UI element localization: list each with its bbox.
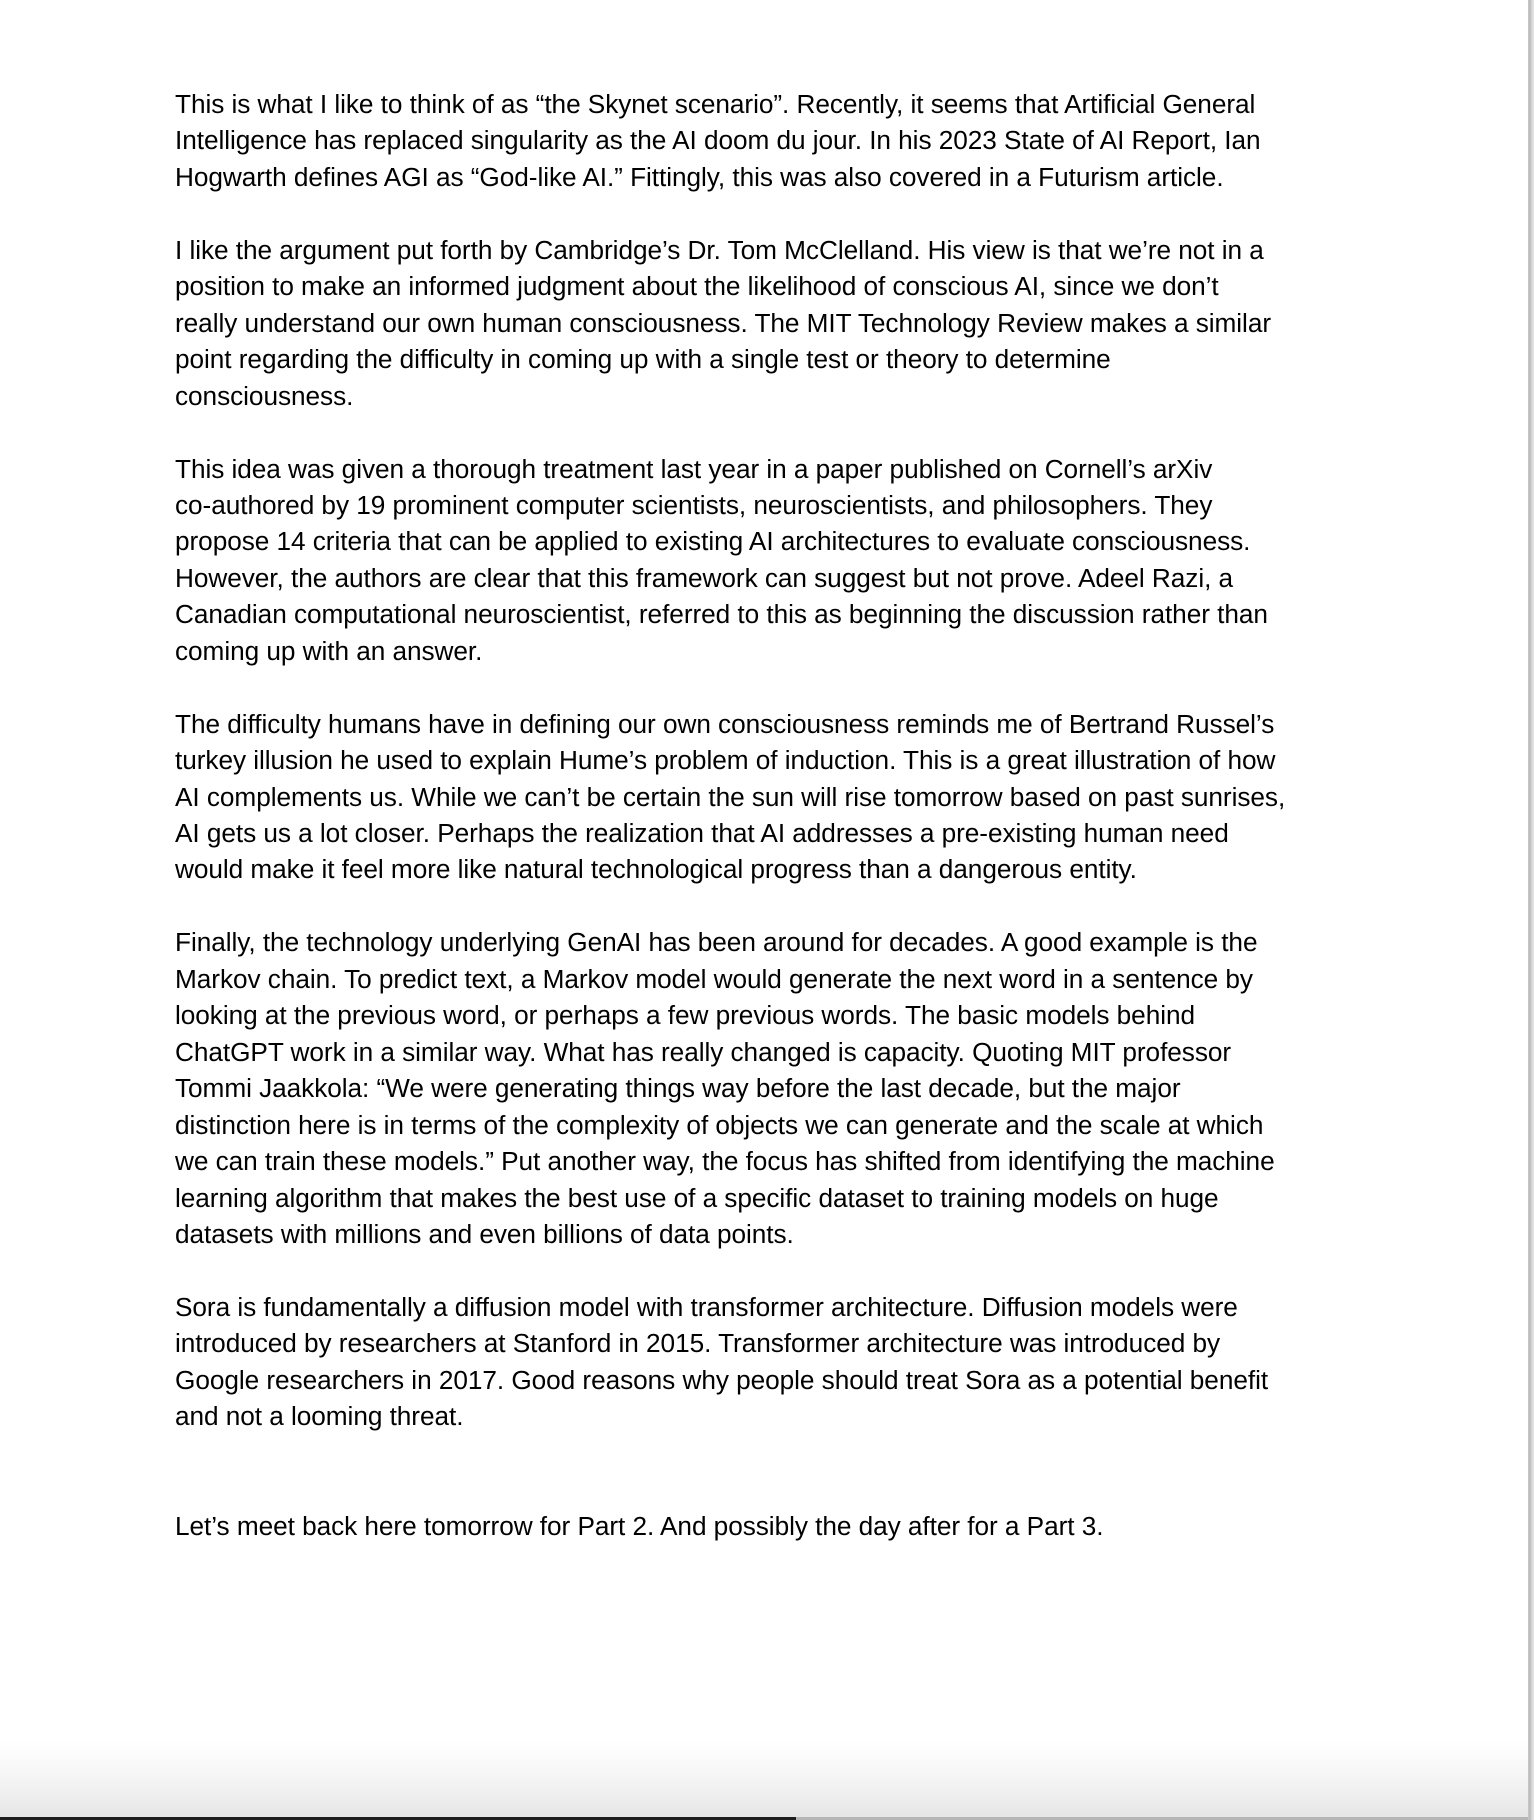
paragraph-arxiv: [175, 451, 1375, 670]
text-line: turkey illusion he used to explain Hume’s problem of induction. This is a great illustration of how: [175, 745, 1276, 776]
text-line: Finally, the technology underlying GenAI has been around for decades. A good example is the: [175, 927, 1258, 958]
text-line: datasets with millions and even billions of data points.: [175, 1218, 794, 1249]
text-line: The difficulty humans have in defining our own consciousness reminds me of Bertrand Russel’s: [175, 708, 1275, 739]
paragraph-markov: [175, 924, 1375, 1252]
text-line: coming up with an answer.: [175, 635, 483, 666]
text-line: This idea was given a thorough treatment last year in a paper published on Cornell’s arXiv: [175, 453, 1213, 484]
text-line: position to make an informed judgment about the likelihood of conscious AI, since we don’t: [175, 271, 1219, 302]
paragraph-induction: [175, 706, 1375, 888]
text-line: really understand our own human consciousness. The MIT Technology Review makes a similar: [175, 307, 1272, 338]
text-line: AI complements us. While we can’t be certain the sun will rise tomorrow based on past sunrises,: [175, 781, 1286, 812]
text-line: propose 14 criteria that can be applied to existing AI architectures to evaluate consciousness.: [175, 526, 1251, 557]
text-line: consciousness.: [175, 380, 354, 411]
text-line: Canadian computational neuroscientist, referred to this as beginning the discussion rather than: [175, 599, 1268, 630]
text-line: co-authored by 19 prominent computer scientists, neuroscientists, and philosophers. They: [175, 489, 1213, 520]
text-line: point regarding the difficulty in coming up with a single test or theory to determine: [175, 344, 1111, 375]
text-line: distinction here is in terms of the complexity of objects we can generate and the scale at which: [175, 1109, 1264, 1140]
text-line: introduced by researchers at Stanford in 2015. Transformer architecture was introduced by: [175, 1328, 1221, 1359]
paragraph-mcclelland: [175, 232, 1375, 414]
text-line: Intelligence has replaced singularity as the AI doom du jour. In his 2023 State of AI Report, Ian: [175, 125, 1261, 156]
text-line: Tommi Jaakkola: “We were generating things way before the last decade, but the major: [175, 1073, 1181, 1104]
text-line: we can train these models.” Put another way, the focus has shifted from identifying the machine: [175, 1146, 1275, 1177]
page-right-edge: [1528, 0, 1534, 1820]
document-body: [175, 86, 1375, 1580]
text-line: ChatGPT work in a similar way. What has really changed is capacity. Quoting MIT professor: [175, 1036, 1232, 1067]
text-line: I like the argument put forth by Cambridge’s Dr. Tom McClelland. His view is that we’re not in a: [175, 234, 1264, 265]
text-line: Hogwarth defines AGI as “God-like AI.” Fittingly, this was also covered in a Futurism article.: [175, 161, 1224, 192]
text-line: Google researchers in 2017. Good reasons why people should treat Sora as a potential benefit: [175, 1364, 1269, 1395]
paragraph-closing: [175, 1508, 1375, 1544]
paragraph-skynet: [175, 86, 1375, 195]
text-line: learning algorithm that makes the best use of a specific dataset to training models on huge: [175, 1182, 1219, 1213]
text-line: Markov chain. To predict text, a Markov model would generate the next word in a sentence by: [175, 963, 1253, 994]
text-line: Sora is fundamentally a diffusion model with transformer architecture. Diffusion models were: [175, 1291, 1238, 1322]
text-line: and not a looming threat.: [175, 1401, 464, 1432]
text-line: would make it feel more like natural technological progress than a dangerous entity.: [175, 854, 1137, 885]
paragraph-sora: [175, 1289, 1375, 1435]
text-line: looking at the previous word, or perhaps a few previous words. The basic models behind: [175, 1000, 1196, 1031]
text-line: AI gets us a lot closer. Perhaps the realization that AI addresses a pre-existing human need: [175, 818, 1229, 849]
text-line: This is what I like to think of as “the Skynet scenario”. Recently, it seems that Artificial General: [175, 89, 1256, 119]
text-line: However, the authors are clear that this framework can suggest but not prove. Adeel Razi, a: [175, 562, 1234, 593]
text-line: Let’s meet back here tomorrow for Part 2. And possibly the day after for a Part 3.: [175, 1510, 1104, 1541]
